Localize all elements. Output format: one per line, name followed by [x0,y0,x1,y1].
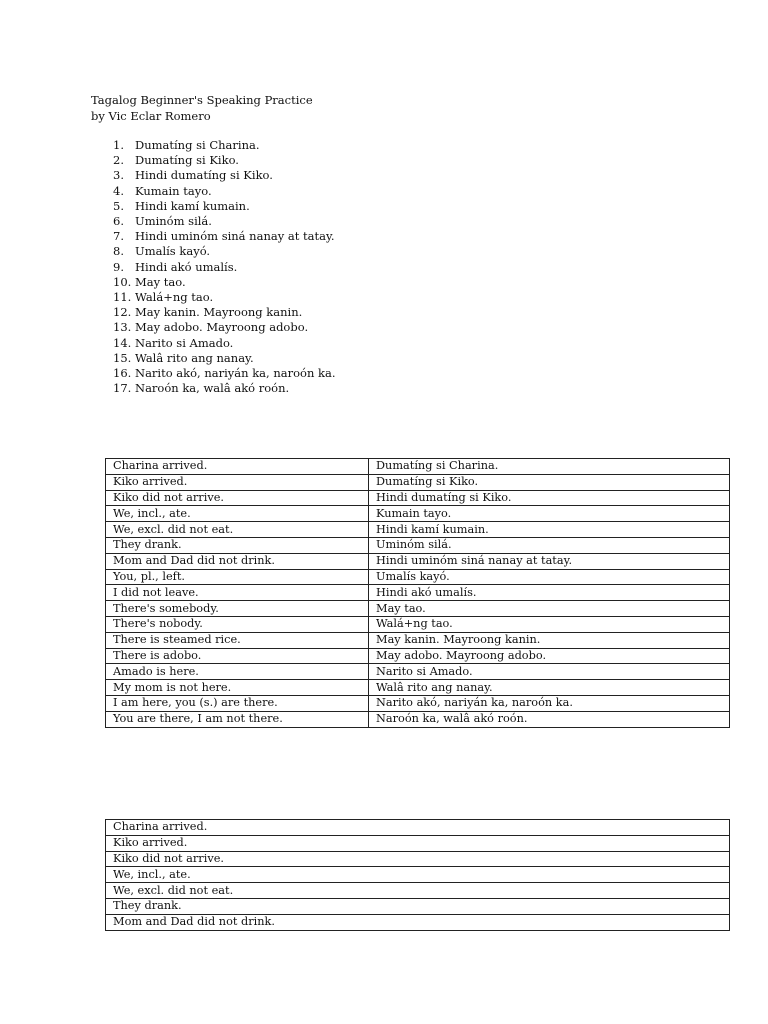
english-cell: Kiko did not arrive. [106,490,369,506]
tagalog-cell: Walâ rito ang nanay. [369,680,730,696]
table-row [106,835,730,851]
english-cell: They drank. [106,898,730,914]
list-item [113,138,336,153]
english-cell: My mom is not here. [106,680,369,696]
table-row [106,506,730,522]
list-item-number: 6. [113,214,124,229]
table-row [106,522,730,538]
tagalog-cell: May kanin. Mayroong kanin. [369,632,730,648]
practice-table [105,819,730,931]
table-row [106,695,730,711]
list-item-text: Narito akó, nariyán ka, naroón ka. [135,366,336,381]
list-item-text: Hindi akó umalís. [135,259,238,274]
english-cell: There is adobo. [106,648,369,664]
tagalog-cell: Dumatíng si Charina. [369,459,730,475]
table-row [106,898,730,914]
english-cell: Mom and Dad did not drink. [106,914,730,930]
tagalog-cell: Kumain tayo. [369,506,730,522]
table-row [106,474,730,490]
table-row [106,490,730,506]
list-item-number: 10. [113,274,132,289]
list-item [113,153,336,168]
english-cell: We, incl., ate. [106,867,730,883]
tagalog-cell: May tao. [369,601,730,617]
list-item [113,168,336,183]
list-item-text: Uminóm silá. [135,214,212,229]
list-item-text: Hindi dumatíng si Kiko. [135,168,273,183]
list-item-number: 12. [113,305,132,320]
tagalog-cell: Hindi akó umalís. [369,585,730,601]
tagalog-cell: Narito si Amado. [369,664,730,680]
english-cell: Amado is here. [106,664,369,680]
list-item [113,229,336,244]
english-cell: Kiko did not arrive. [106,851,730,867]
list-item-number: 2. [113,153,124,168]
tagalog-cell: Hindi kamí kumain. [369,522,730,538]
list-item [113,320,336,335]
list-item-number: 16. [113,366,132,381]
list-item [113,366,336,381]
list-item-number: 5. [113,198,124,213]
english-cell: Charina arrived. [106,459,369,475]
list-item [113,336,336,351]
list-item-text: Dumatíng si Charina. [135,138,260,152]
list-item-text: Walâ rito ang nanay. [135,350,254,365]
list-item-number: 1. [113,138,124,152]
list-item [113,275,336,290]
table-row [106,914,730,930]
list-item [113,199,336,214]
english-cell: There's nobody. [106,616,369,632]
translation-table [105,458,730,728]
document-header [91,93,313,124]
tagalog-cell: Umalís kayó. [369,569,730,585]
phrase-list [113,138,336,396]
list-item-text: Kumain tayo. [135,183,212,198]
english-cell: We, incl., ate. [106,506,369,522]
list-item-number: 17. [113,381,132,396]
list-item-text: Naroón ka, walâ akó roón. [135,381,290,396]
tagalog-cell: Walá+ng tao. [369,616,730,632]
english-cell: Mom and Dad did not drink. [106,553,369,569]
table-row [106,632,730,648]
english-cell: Kiko arrived. [106,835,730,851]
list-item [113,214,336,229]
document-author: by Vic Eclar Romero [91,108,211,123]
list-item-number: 3. [113,168,124,183]
english-cell: We, excl. did not eat. [106,883,730,899]
document-title: Tagalog Beginner's Speaking Practice [91,93,313,107]
list-item-number: 14. [113,335,132,350]
table-row [106,851,730,867]
list-item-text: May kanin. Mayroong kanin. [135,305,303,320]
tagalog-cell: Dumatíng si Kiko. [369,474,730,490]
english-cell: There's somebody. [106,601,369,617]
english-cell: We, excl. did not eat. [106,522,369,538]
list-item-text: Walá+ng tao. [135,290,214,305]
list-item-text: Umalís kayó. [135,244,211,259]
table-row [106,680,730,696]
list-item-number: 4. [113,183,124,198]
tagalog-cell: Narito akó, nariyán ka, naroón ka. [369,695,730,711]
table-row [106,711,730,727]
list-item [113,381,336,396]
tagalog-cell: Hindi uminóm siná nanay at tatay. [369,553,730,569]
table-row [106,664,730,680]
table-row [106,459,730,475]
list-item-text: May adobo. Mayroong adobo. [135,320,309,335]
table-row [106,883,730,899]
tagalog-cell: Hindi dumatíng si Kiko. [369,490,730,506]
table-row [106,569,730,585]
english-cell: You are there, I am not there. [106,711,369,727]
list-item-number: 8. [113,244,124,259]
table-row [106,820,730,836]
english-cell: They drank. [106,537,369,553]
list-item-text: Narito si Amado. [135,335,234,350]
english-cell: There is steamed rice. [106,632,369,648]
list-item-number: 9. [113,259,124,274]
table-row [106,867,730,883]
english-cell: Kiko arrived. [106,474,369,490]
english-cell: I did not leave. [106,585,369,601]
table-row [106,601,730,617]
table-row [106,553,730,569]
english-cell: Charina arrived. [106,820,730,836]
table-row [106,648,730,664]
tagalog-cell: Naroón ka, walâ akó roón. [369,711,730,727]
list-item [113,290,336,305]
list-item-text: May tao. [135,274,186,289]
table-row [106,616,730,632]
list-item [113,260,336,275]
list-item-text: Dumatíng si Kiko. [135,153,239,168]
list-item [113,305,336,320]
english-cell: I am here, you (s.) are there. [106,695,369,711]
english-cell: You, pl., left. [106,569,369,585]
table-row [106,537,730,553]
tagalog-cell: Uminóm silá. [369,537,730,553]
list-item [113,244,336,259]
tagalog-cell: May adobo. Mayroong adobo. [369,648,730,664]
list-item-number: 13. [113,320,132,335]
list-item [113,351,336,366]
list-item-number: 11. [113,290,132,305]
list-item-number: 7. [113,229,124,244]
list-item-text: Hindi uminóm siná nanay at tatay. [135,229,335,244]
list-item-number: 15. [113,350,132,365]
table-row [106,585,730,601]
list-item-text: Hindi kamí kumain. [135,198,250,213]
list-item [113,184,336,199]
